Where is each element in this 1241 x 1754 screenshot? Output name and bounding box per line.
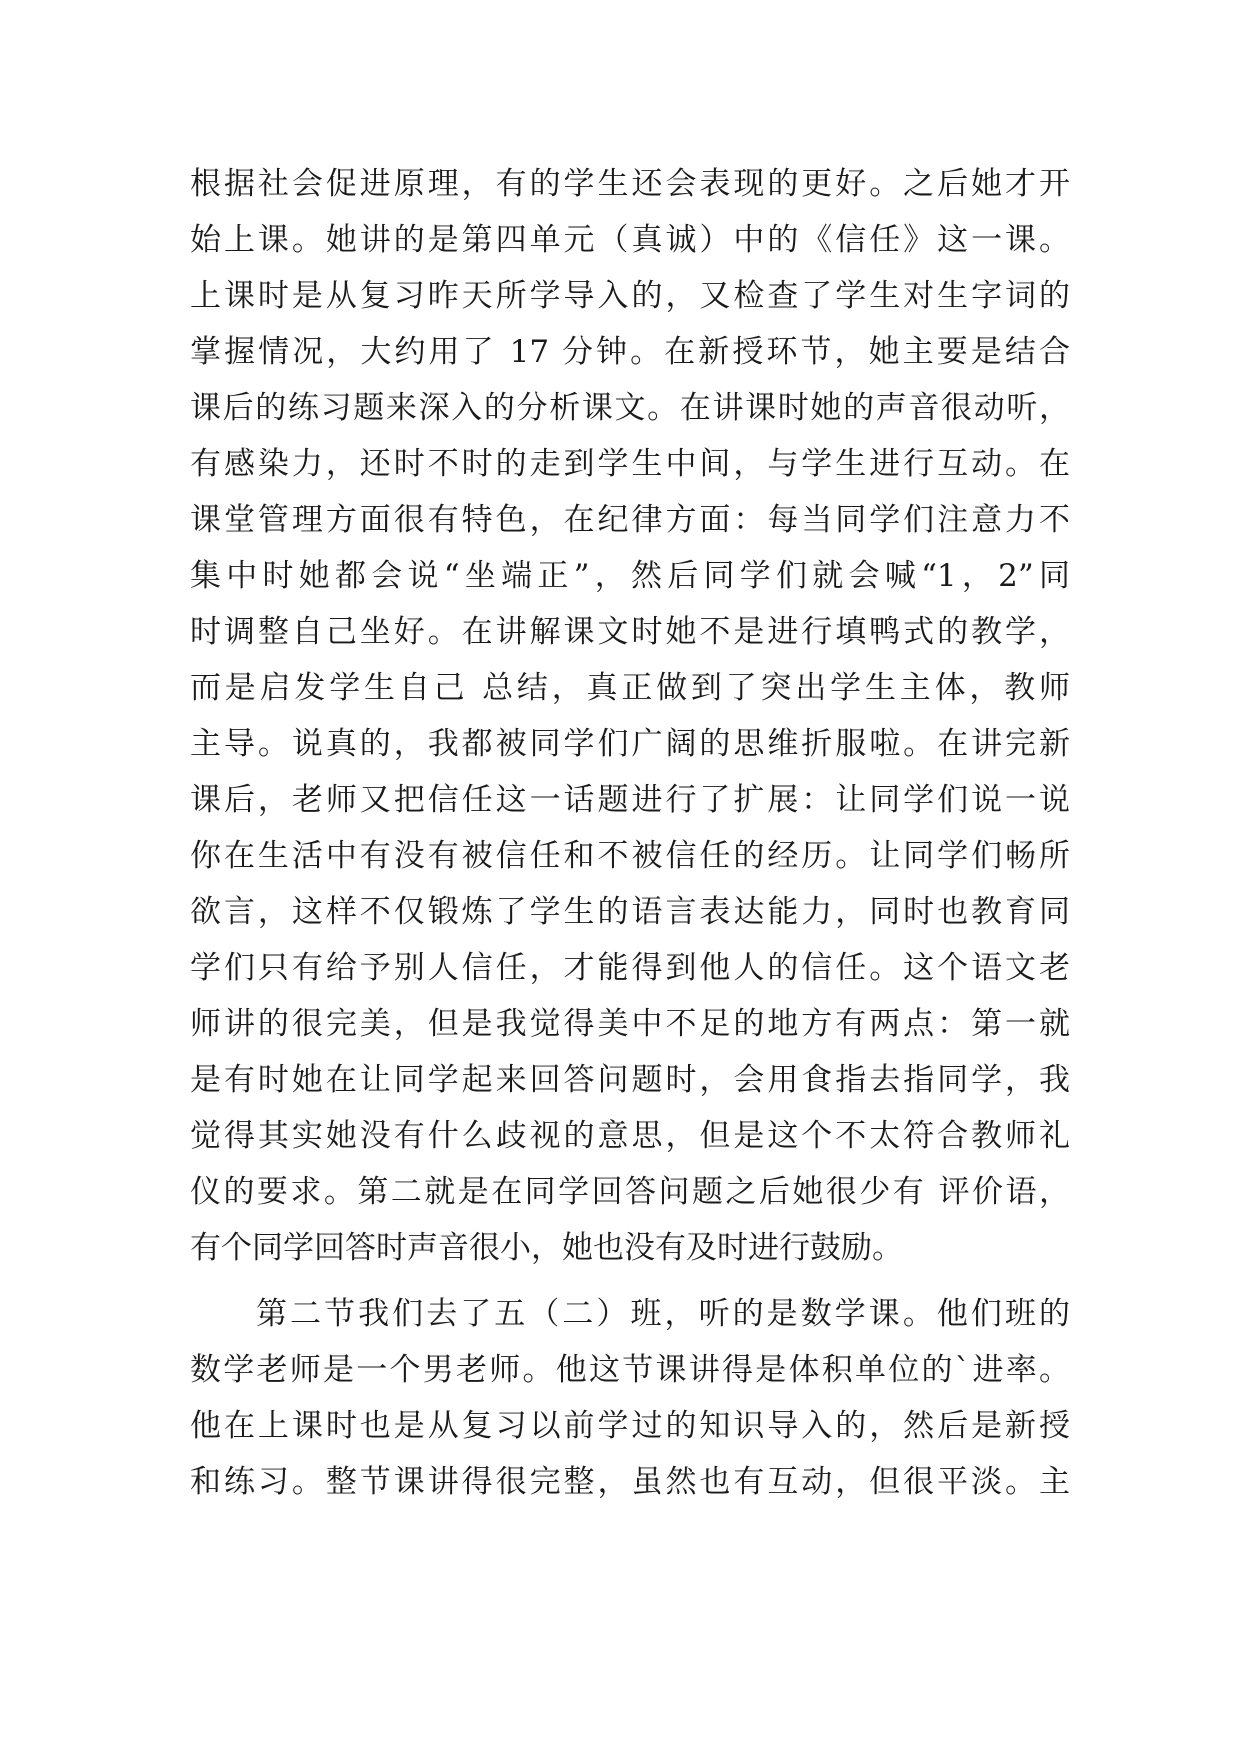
paragraph-1 [190, 156, 1070, 1276]
text-line: 课后的练习题来深入的分析课文。在讲课时她的声音很动听， [190, 390, 1070, 426]
text-line: 有个同学回答时声音很小，她也没有及时进行鼓励。 [190, 1230, 903, 1266]
text-line: 根据社会促进原理，有的学生还会表现的更好。之后她才开 [190, 166, 1070, 202]
text-line: 你在生活中有没有被信任和不被信任的经历。让同学们畅所 [190, 838, 1070, 874]
text-line: 数学老师是一个男老师。他这节课讲得是体积单位的`进率。 [190, 1352, 1070, 1388]
text-line: 课后，老师又把信任这一话题进行了扩展：让同学们说一说 [190, 782, 1070, 818]
paragraph-2 [190, 1286, 1070, 1510]
text-line: 仪的要求。第二就是在同学回答问题之后她很少有 评价语， [190, 1174, 1070, 1210]
text-line: 课堂管理方面很有特色，在纪律方面：每当同学们注意力不 [190, 502, 1070, 538]
text-line: 欲言，这样不仅锻炼了学生的语言表达能力，同时也教育同 [190, 894, 1070, 930]
text-line: 觉得其实她没有什么歧视的意思，但是这个不太符合教师礼 [190, 1118, 1070, 1154]
text-line: 始上课。她讲的是第四单元（真诚）中的《信任》这一课。 [190, 222, 1070, 258]
text-line: 师讲的很完美，但是我觉得美中不足的地方有两点：第一就 [190, 1006, 1070, 1042]
text-line: 主导。说真的，我都被同学们广阔的思维折服啦。在讲完新 [190, 726, 1070, 762]
text-line: 是有时她在让同学起来回答问题时，会用食指去指同学，我 [190, 1062, 1070, 1098]
text-line: 上课时是从复习昨天所学导入的，又检查了学生对生字词的 [190, 278, 1070, 314]
paragraph-spacer [190, 1276, 1070, 1286]
text-line: 集中时她都会说“坐端正”，然后同学们就会喊“1，2”同 [190, 558, 1070, 594]
text-line: 时调整自己坐好。在讲解课文时她不是进行填鸭式的教学， [190, 614, 1070, 650]
text-line: 他在上课时也是从复习以前学过的知识导入的，然后是新授 [190, 1408, 1070, 1444]
text-line: 有感染力，还时不时的走到学生中间，与学生进行互动。在 [190, 446, 1070, 482]
text-line: 学们只有给予别人信任，才能得到他人的信任。这个语文老 [190, 950, 1070, 986]
text-line: 第二节我们去了五（二）班，听的是数学课。他们班的 [256, 1296, 1070, 1332]
text-line: 和练习。整节课讲得很完整，虽然也有互动，但很平淡。主 [190, 1464, 1070, 1500]
text-line: 而是启发学生自己 总结，真正做到了突出学生主体，教师 [190, 670, 1070, 706]
document-body [190, 156, 1070, 1510]
text-line: 掌握情况，大约用了 17 分钟。在新授环节，她主要是结合 [190, 334, 1070, 370]
